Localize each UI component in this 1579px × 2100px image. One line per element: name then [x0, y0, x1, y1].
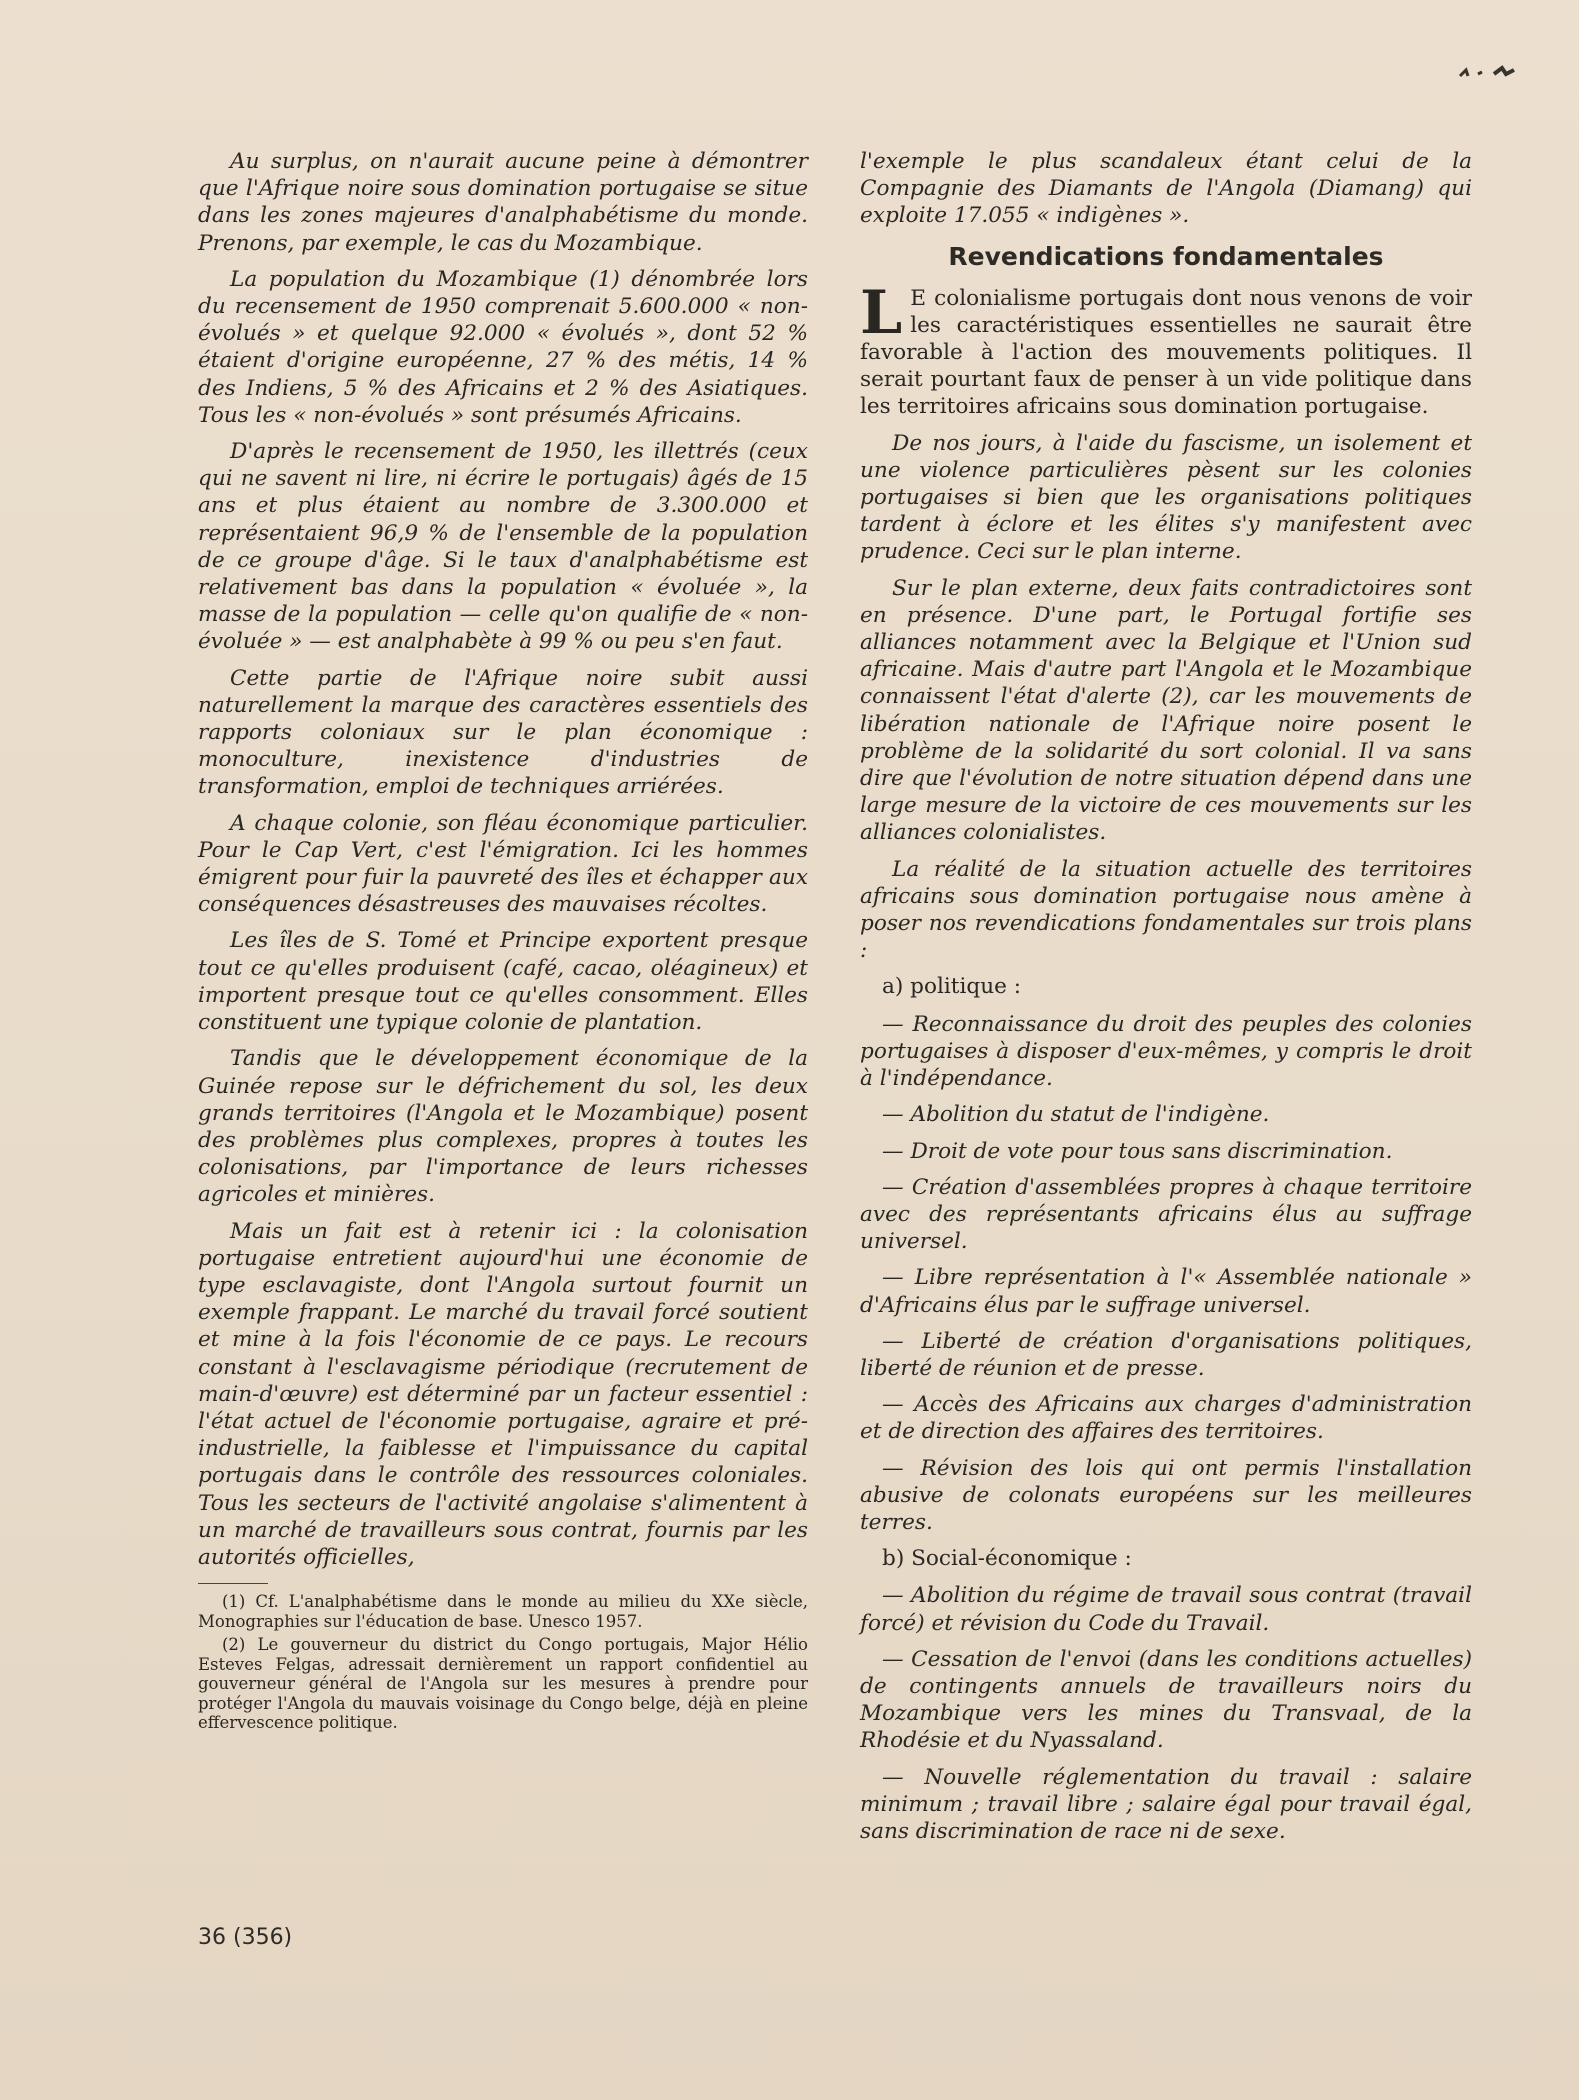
- political-demand-item: — Accès des Africains aux charges d'administration et de direction des affaires des territoires.: [860, 1392, 1472, 1445]
- political-demand-item: — Droit de vote pour tous sans discrimination.: [882, 1138, 1393, 1164]
- left-paragraph: Les îles de S. Tomé et Principe exportent presque tout ce qu'elles produisent (café, cacao, oléagineux) et importent presque tout ce qu'elles consomment. Elles constituent une typique colonie de plantation.: [198, 928, 808, 1036]
- social-demand-item: — Cessation de l'envoi (dans les conditions actuelles) de contingents annuels de travailleurs noirs du Mozambique vers les mines du Transvaal, de la Rhodésie et du Nyassaland.: [860, 1646, 1472, 1754]
- first-paragraph: [860, 277, 1472, 421]
- left-paragraph: Cette partie de l'Afrique noire subit aussi naturellement la marque des caractères essentiels des rapports coloniaux sur le plan économique : monoculture, inexistence d'industries de transformation, emploi de techniques arriérées.: [198, 665, 808, 800]
- social-demand-item: — Abolition du régime de travail sous contrat (travail forcé) et révision du Code du Travail.: [860, 1583, 1472, 1636]
- right-paragraph: Sur le plan externe, deux faits contradictoires sont en présence. D'une part, le Portugal fortifie ses alliances notamment avec la Belgique et l'Union sud africaine. Mais d'autre part l'Angola et le Mozambique connaissent l'état d'alerte (2), car les mouvements de libération nationale de l'Afrique noire posent le problème de la solidarité du sort colonial. Il va sans dire que l'évolution de notre situation dépend dans une large mesure de la victoire de ces mouvements sur les alliances colonialistes.: [860, 575, 1472, 846]
- left-column: [198, 148, 808, 1737]
- ink-smudge-icon: [1458, 62, 1520, 82]
- footnote-1: (1) Cf. L'analphabétisme dans le monde au milieu du XXe siècle, Monographies sur l'éducation de base. Unesco 1957.: [198, 1592, 808, 1631]
- political-demand-item: — Abolition du statut de l'indigène.: [882, 1102, 1270, 1128]
- political-demand-item: — Création d'assemblées propres à chaque territoire avec des représentants africains élus au suffrage universel.: [860, 1174, 1472, 1255]
- political-demand-item: — Liberté de création d'organisations politiques, liberté de réunion et de presse.: [860, 1328, 1472, 1381]
- section-a-label: a) politique :: [882, 974, 1022, 1000]
- page-number: 36 (356): [198, 1925, 293, 1950]
- section-heading: Revendications fondamentales: [948, 241, 1384, 271]
- left-paragraph: La population du Mozambique (1) dénombrée lors du recensement de 1950 comprenait 5.600.000 « non-évolués » et quelque 92.000 « évolués », dont 52 % étaient d'origine européenne, 27 % des métis, 14 % des Indiens, 5 % des Africains et 2 % des Asiatiques. Tous les « non-évolués » sont présumés Africains.: [198, 266, 808, 428]
- drop-cap-letter: L: [860, 277, 903, 348]
- social-demand-item: — Nouvelle réglementation du travail : salaire minimum ; travail libre ; salaire égal pour travail égal, sans discrimination de race ni de sexe.: [860, 1764, 1472, 1844]
- footnote-2: (2) Le gouverneur du district du Congo portugais, Major Hélio Esteves Felgas, adressait dernièrement un rapport confidentiel au gouverneur général de l'Angola sur les mesures à prendre pour protéger l'Angola du mauvais voisinage du Congo belge, déjà en pleine effervescence politique.: [198, 1635, 808, 1733]
- right-column: [860, 148, 1472, 1854]
- first-paragraph-text: E colonialisme portugais dont nous venons de voir les caractéristiques essentielles ne saurait être favorable à l'action des mouvements politiques. Il serait pourtant faux de penser à un vide politique dans les territoires africains sous domination portugaise.: [860, 285, 1472, 420]
- right-paragraph: De nos jours, à l'aide du fascisme, un isolement et une violence particulières pèsent sur les colonies portugaises si bien que les organisations politiques tardent à éclore et les élites s'y manifestent avec prudence. Ceci sur le plan interne.: [860, 430, 1472, 565]
- left-paragraph: Tandis que le développement économique de la Guinée repose sur le défrichement du sol, les deux grands territoires (l'Angola et le Mozambique) posent des problèmes plus complexes, propres à toutes les colonisations, par l'importance de leurs richesses agricoles et minières.: [198, 1046, 808, 1208]
- political-demand-item: — Révision des lois qui ont permis l'installation abusive de colonats européens sur les meilleures terres.: [860, 1455, 1472, 1535]
- right-intro-paragraph: l'exemple le plus scandaleux étant celui de la Compagnie des Diamants de l'Angola (Diamang) qui exploite 17.055 « indigènes ».: [860, 149, 1472, 229]
- corner-ink-mark: [1458, 62, 1528, 86]
- section-b-label: b) Social-économique :: [882, 1546, 1132, 1572]
- political-demand-item: — Reconnaissance du droit des peuples des colonies portugaises à disposer d'eux-mêmes, y compris le droit à l'indépendance.: [860, 1011, 1472, 1092]
- left-paragraph: D'après le recensement de 1950, les illettrés (ceux qui ne savent ni lire, ni écrire le portugais) âgés de 15 ans et plus étaient au nombre de 3.300.000 et représentaient 96,9 % de l'ensemble de la population de ce groupe d'âge. Si le taux d'analphabétisme est relativement bas dans la population « évoluée », la masse de la population — celle qu'on qualifie de « non-évoluée » — est analphabète à 99 % ou peu s'en faut.: [198, 439, 808, 655]
- left-paragraph: Au surplus, on n'aurait aucune peine à démontrer que l'Afrique noire sous domination portugaise se situe dans les zones majeures d'analphabétisme du monde. Prenons, par exemple, le cas du Mozambique.: [198, 149, 808, 256]
- right-paragraph: La réalité de la situation actuelle des territoires africains sous domination portugaise nous amène à poser nos revendications fondamentales sur trois plans :: [860, 856, 1472, 964]
- footnote-divider: [198, 1583, 268, 1584]
- left-paragraph: A chaque colonie, son fléau économique particulier. Pour le Cap Vert, c'est l'émigration. Ici les hommes émigrent pour fuir la pauvreté des îles et échapper aux conséquences désastreuses des mauvaises récoltes.: [198, 810, 808, 918]
- left-paragraph: Mais un fait est à retenir ici : la colonisation portugaise entretient aujourd'hui une économie de type esclavagiste, dont l'Angola surtout fournit un exemple frappant. Le marché du travail forcé soutient et mine à la fois l'économie de ce pays. Le recours constant à l'esclavagisme périodique (recrutement de main-d'œuvre) est déterminé par un facteur essentiel : l'état actuel de l'économie portugaise, agraire et pré-industrielle, la faiblesse et l'impuissance du capital portugais dans le contrôle des ressources coloniales. Tous les secteurs de l'activité angolaise s'alimentent à un marché de travailleurs sous contrat, fournis par les autorités officielles,: [198, 1218, 808, 1570]
- political-demand-item: — Libre représentation à l'« Assemblée nationale » d'Africains élus par le suffrage universel.: [860, 1265, 1472, 1318]
